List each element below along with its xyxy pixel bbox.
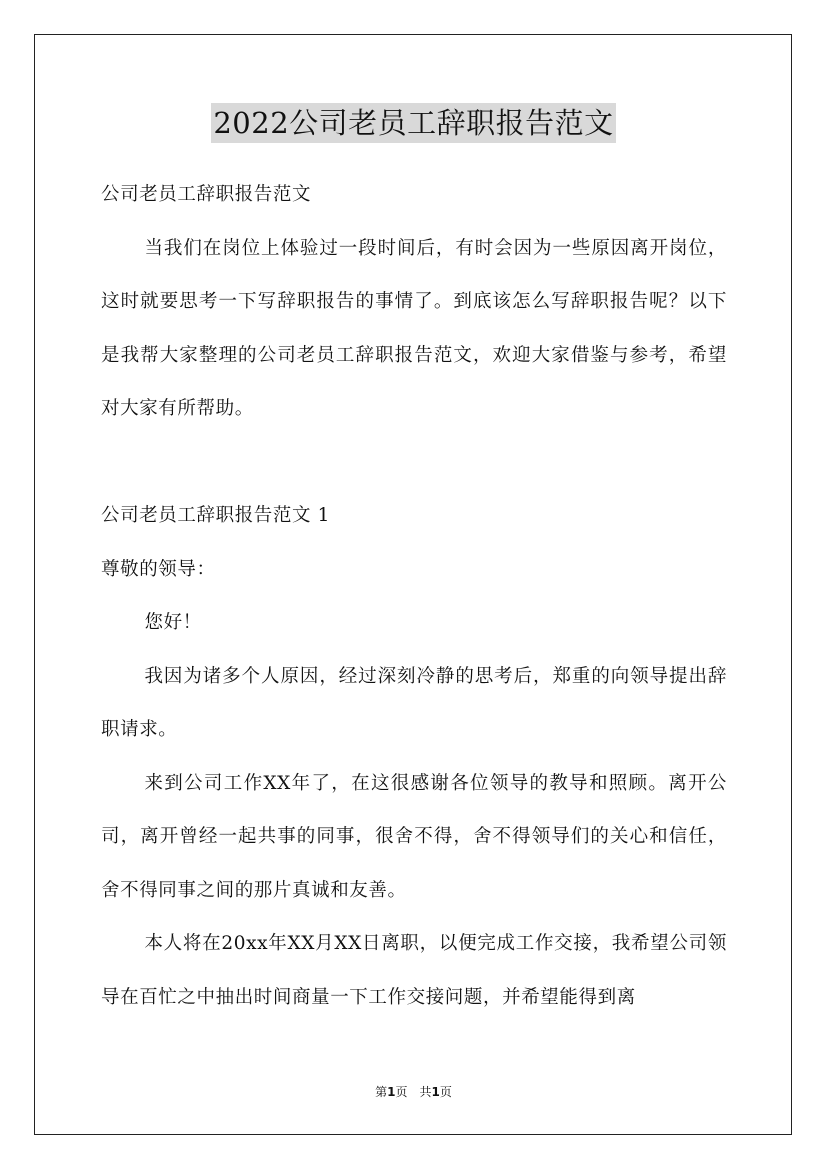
- page-current: 1: [387, 1085, 396, 1099]
- title-container: [0, 103, 827, 143]
- body-paragraph: 来到公司工作XX年了，在这很感谢各位领导的教导和照顾。离开公司，离开曾经一起共事的同事，很舍不得，舍不得领导们的关心和信任，舍不得同事之间的那片真诚和友善。: [101, 772, 727, 901]
- intro-paragraph: 当我们在岗位上体验过一段时间后，有时会因为一些原因离开岗位，这时就要思考一下写辞职报告的事情了。到底该怎么写辞职报告呢？以下是我帮大家整理的公司老员工辞职报告范文，欢迎大家借鉴与参考，希望对大家有所帮助。: [101, 237, 727, 419]
- page-total: 1: [431, 1085, 440, 1099]
- page-mid: 页 共: [395, 1085, 432, 1099]
- section-heading: 公司老员工辞职报告范文 1: [101, 505, 330, 526]
- document-title: 2022公司老员工辞职报告范文: [211, 103, 615, 143]
- page-footer: [0, 1083, 827, 1100]
- greeting: 您好！: [144, 612, 202, 633]
- page-prefix: 第: [375, 1085, 388, 1099]
- paragraph-spacer: [101, 436, 727, 490]
- document-subtitle: 公司老员工辞职报告范文: [101, 184, 312, 205]
- salutation: 尊敬的领导：: [101, 558, 216, 580]
- body-paragraph: 我因为诸多个人原因，经过深刻冷静的思考后，郑重的向领导提出辞职请求。: [101, 665, 727, 740]
- page-suffix: 页: [439, 1085, 452, 1099]
- document-body: [101, 168, 727, 1024]
- body-paragraph: 本人将在20xx年XX月XX日离职，以便完成工作交接，我希望公司领导在百忙之中抽出时间商量一下工作交接问题，并希望能得到离: [101, 933, 727, 1008]
